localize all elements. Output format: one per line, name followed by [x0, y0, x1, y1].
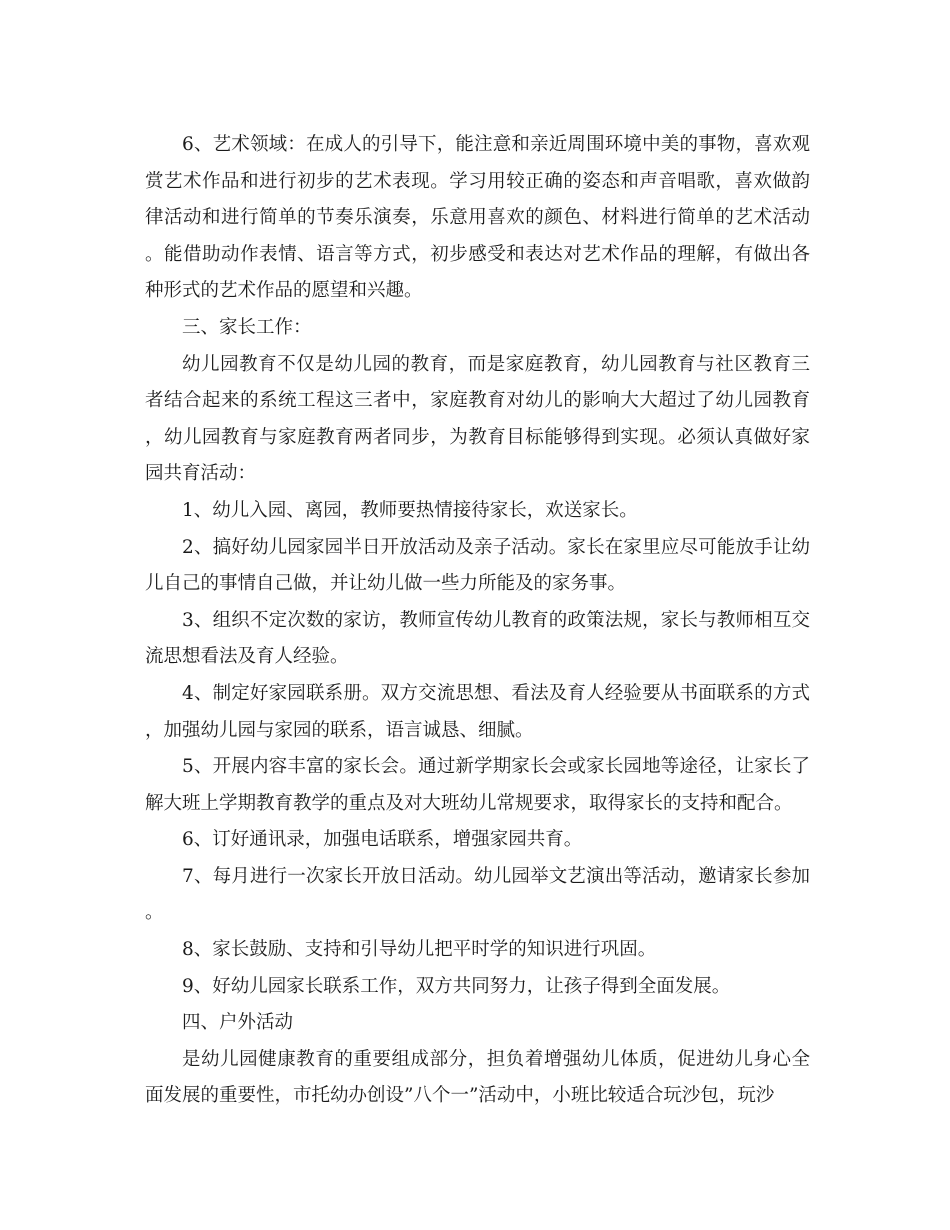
list-item-6: 6、订好通讯录，加强电话联系，增强家园共育。	[182, 829, 583, 851]
list-item-3: 3、组织不定次数的家访，教师宣传幼儿教育的政策法规，家长与教师相互交流思想看法及育人经验。	[145, 609, 810, 668]
document-body	[145, 127, 810, 1115]
paragraph-outdoor-activities: 是幼儿园健康教育的重要组成部分，担负着增强幼儿体质，促进幼儿身心全面发展的重要性，市托幼办创设”八个一”活动中，小班比较适合玩沙包，玩沙	[145, 1048, 810, 1107]
list-item-8: 8、家长鼓励、支持和引导幼儿把平时学的知识进行巩固。	[182, 939, 657, 961]
paragraph-art-domain: 6、艺术领域：在成人的引导下，能注意和亲近周围环境中美的事物，喜欢观赏艺术作品和进行初步的艺术表现。学习用较正确的姿态和声音唱歌，喜欢做韵律活动和进行简单的节奏乐演奏，乐意用喜欢的颜色、材料进行简单的艺术活动。能借助动作表情、语言等方式，初步感受和表达对艺术作品的理解，有做出各种形式的艺术作品的愿望和兴趣。	[145, 134, 810, 302]
list-item-2: 2、搞好幼儿园家园半日开放活动及亲子活动。家长在家里应尽可能放手让幼儿自己的事情自己做，并让幼儿做一些力所能及的家务事。	[145, 536, 810, 595]
list-item-4: 4、制定好家园联系册。双方交流思想、看法及育人经验要从书面联系的方式，加强幼儿园与家园的联系，语言诚恳、细腻。	[145, 682, 810, 741]
list-item-9: 9、好幼儿园家长联系工作，双方共同努力，让孩子得到全面发展。	[182, 975, 731, 997]
list-item-1: 1、幼儿入园、离园，教师要热情接待家长，欢送家长。	[182, 499, 638, 521]
list-item-5: 5、开展内容丰富的家长会。通过新学期家长会或家长园地等途径，让家长了解大班上学期教育教学的重点及对大班幼儿常规要求，取得家长的支持和配合。	[145, 756, 810, 814]
list-item-7: 7、每月进行一次家长开放日活动。幼儿园举文艺演出等活动，邀请家长参加。	[145, 865, 810, 924]
paragraph-parent-work-intro: 幼儿园教育不仅是幼儿园的教育，而是家庭教育，幼儿园教育与社区教育三者结合起来的系统工程这三者中，家庭教育对幼儿的影响大大超过了幼儿园教育，幼儿园教育与家庭教育两者同步，为教育目标能够得到实现。必须认真做好家园共育活动：	[145, 353, 810, 485]
heading-parent-work: 三、家长工作：	[182, 316, 312, 338]
heading-outdoor-activities: 四、户外活动	[182, 1012, 294, 1034]
